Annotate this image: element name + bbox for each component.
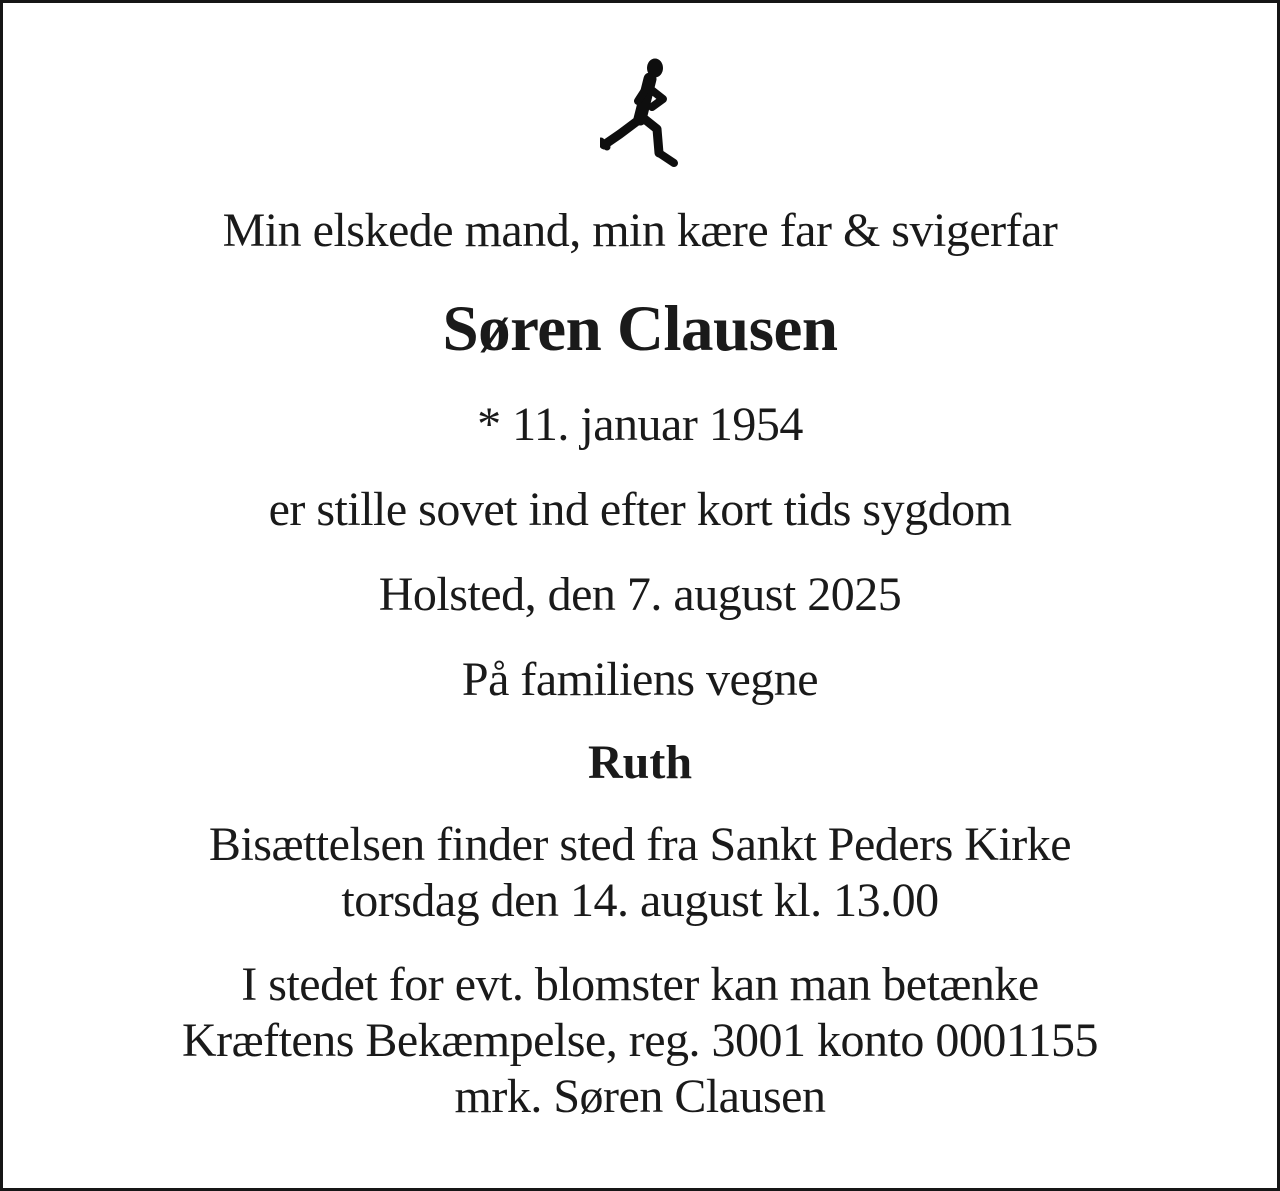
ceremony-line-1: Bisættelsen finder sted fra Sankt Peders Kirke bbox=[208, 818, 1072, 871]
intro-line: Min elskede mand, min kære far & svigerfar bbox=[222, 204, 1058, 257]
donation-line-2: Kræftens Bekæmpelse, reg. 3001 konto 0001155 bbox=[181, 1014, 1099, 1067]
donation-line-3: mrk. Søren Clausen bbox=[454, 1070, 826, 1123]
running-person-icon bbox=[3, 57, 1277, 171]
on-behalf-line: På familiens vegne bbox=[461, 653, 819, 706]
notice-content bbox=[3, 57, 1277, 1125]
ceremony-paragraph bbox=[3, 817, 1277, 929]
ceremony-line-2: torsdag den 14. august kl. 13.00 bbox=[341, 874, 939, 927]
signature-name: Ruth bbox=[587, 736, 693, 789]
birth-date-line: * 11. januar 1954 bbox=[477, 398, 803, 451]
deceased-name: Søren Clausen bbox=[442, 293, 838, 365]
donation-paragraph bbox=[3, 957, 1277, 1125]
place-date-line: Holsted, den 7. august 2025 bbox=[378, 568, 902, 621]
donation-line-1: I stedet for evt. blomster kan man betænke bbox=[241, 958, 1039, 1011]
death-circumstance-line: er stille sovet ind efter kort tids sygdom bbox=[268, 483, 1012, 536]
